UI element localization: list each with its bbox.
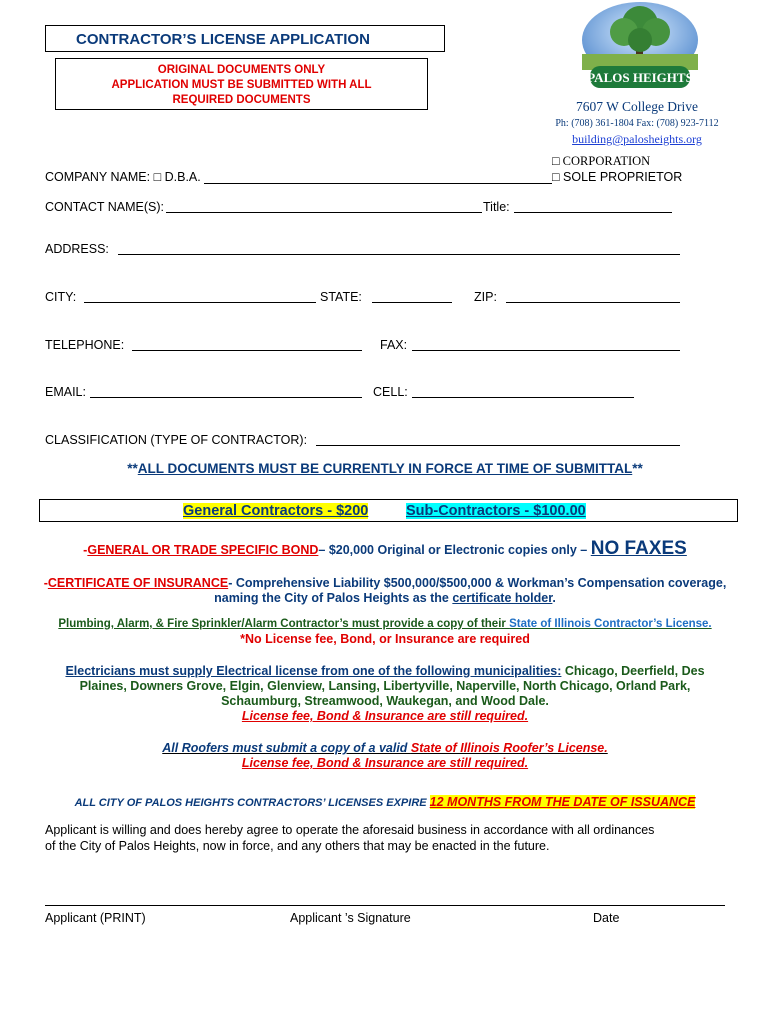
office-phone-fax: Ph: (708) 361-1804 Fax: (708) 923-7112 [555, 118, 719, 129]
applicant-print-label: Applicant (PRINT) [45, 911, 146, 925]
roofers-note: License fee, Bond & Insurance are still required. [241, 756, 529, 770]
roofers-text: All Roofers must submit a copy of a valid [162, 741, 411, 755]
address-label: ADDRESS: [45, 242, 109, 256]
notice-line-2: APPLICATION MUST BE SUBMITTED WITH ALL [111, 79, 372, 91]
svg-text:PALOS HEIGHTS: PALOS HEIGHTS [587, 70, 693, 85]
office-email-link[interactable]: building@palosheights.org [572, 132, 702, 146]
insurance-text-1: - Comprehensive Liability $500,000/$500,000 & Workman’s Compensation coverage, [228, 576, 727, 590]
fax-field[interactable] [412, 350, 680, 351]
notice-text: ALL DOCUMENTS MUST BE CURRENTLY IN FORCE AT TIME OF SUBMITTAL [137, 461, 633, 476]
email-label: EMAIL: [45, 385, 86, 399]
sole-proprietor-checkbox[interactable]: □ SOLE PROPRIETOR [552, 170, 683, 184]
notice-line-1: ORIGINAL DOCUMENTS ONLY [157, 64, 326, 76]
municipalities-1: Chicago, Deerfield, Des [561, 664, 705, 678]
signature-line[interactable] [45, 905, 725, 906]
city-field[interactable] [84, 302, 316, 303]
email-field[interactable] [90, 397, 362, 398]
date-label: Date [593, 911, 620, 925]
telephone-field[interactable] [132, 350, 362, 351]
no-faxes: NO FAXES [590, 538, 687, 559]
plumbing-note: *No License fee, Bond, or Insurance are required [240, 632, 530, 646]
title-label: Title: [483, 200, 510, 214]
telephone-label: TELEPHONE: [45, 338, 125, 352]
bond-prefix: - [83, 543, 88, 557]
bond-label: GENERAL OR TRADE SPECIFIC BOND [87, 543, 319, 557]
state-field[interactable] [372, 302, 452, 303]
state-label: STATE: [320, 290, 362, 304]
contact-names-label: CONTACT NAME(S): [45, 200, 164, 214]
roofers-requirement [0, 741, 770, 771]
insurance-prefix: - [43, 576, 48, 590]
cell-label: CELL: [373, 385, 408, 399]
notice-suffix: ** [632, 461, 643, 476]
page-title: CONTRACTOR’S LICENSE APPLICATION [76, 31, 370, 48]
city-label: CITY: [45, 290, 77, 304]
classification-label: CLASSIFICATION (TYPE OF CONTRACTOR): [45, 433, 308, 447]
address-field[interactable] [118, 254, 680, 255]
company-name-label: COMPANY NAME: □ D.B.A. [45, 170, 201, 184]
zip-field[interactable] [506, 302, 680, 303]
municipalities-2: Plaines, Downers Grove, Elgin, Glenview, Lansing, Libertyville, Naperville, North Chicago, Orland Park, [79, 679, 691, 693]
classification-field[interactable] [316, 445, 680, 446]
agreement-text [45, 822, 654, 854]
notice-line-3: REQUIRED DOCUMENTS [172, 94, 311, 106]
fax-label: FAX: [380, 338, 408, 352]
general-contractor-fee: General Contractors - $200 [183, 503, 369, 519]
notice-prefix: ** [127, 461, 138, 476]
company-name-field[interactable] [204, 183, 552, 184]
cell-field[interactable] [412, 397, 634, 398]
corporation-checkbox[interactable]: □ CORPORATION [552, 154, 651, 168]
expire-highlight: 12 MONTHS FROM THE DATE OF ISSUANCE [429, 795, 696, 809]
electricians-text: Electricians must supply Electrical license from one of the following municipalities: [65, 664, 562, 678]
bond-requirement [0, 538, 770, 560]
fee-box [39, 499, 738, 522]
applicant-signature-label: Applicant ’s Signature [290, 911, 411, 925]
insurance-text-2: naming the City of Palos Heights as the [214, 591, 453, 605]
title-field[interactable] [514, 212, 672, 213]
agreement-line-1: Applicant is willing and does hereby agree to operate the aforesaid business in accordance with all ordinances [45, 823, 655, 837]
certificate-holder: certificate holder [452, 591, 553, 605]
electricians-requirement [0, 664, 770, 724]
office-address: 7607 W College Drive [575, 99, 699, 114]
contact-names-field[interactable] [166, 212, 482, 213]
agreement-line-2: of the City of Palos Heights, now in force, and any others that may be enacted in the future. [45, 839, 550, 853]
electricians-note: License fee, Bond & Insurance are still required. [241, 709, 529, 723]
insurance-period: . [552, 591, 556, 605]
sub-contractor-fee: Sub-Contractors - $100.00 [406, 503, 586, 519]
insurance-requirement [0, 576, 770, 606]
license-expiration [0, 795, 770, 809]
zip-label: ZIP: [474, 290, 497, 304]
palos-heights-logo [578, 2, 702, 92]
insurance-label: CERTIFICATE OF INSURANCE [47, 576, 229, 590]
plumbing-license: State of Illinois Contractor’s License. [509, 618, 712, 630]
roofers-license: State of Illinois Roofer’s License. [410, 741, 608, 755]
municipalities-3: Schaumburg, Streamwood, Waukegan, and Wood Dale. [221, 694, 549, 708]
title-box [45, 25, 445, 52]
bond-text: – $20,000 Original or Electronic copies only – [318, 543, 588, 557]
original-documents-notice [55, 58, 428, 110]
plumbing-requirement [0, 617, 770, 647]
all-documents-notice [0, 461, 770, 476]
expire-text: ALL CITY OF PALOS HEIGHTS CONTRACTORS’ LICENSES EXPIRE [74, 797, 430, 809]
plumbing-text: Plumbing, Alarm, & Fire Sprinkler/Alarm Contractor’s must provide a copy of their [58, 618, 510, 630]
